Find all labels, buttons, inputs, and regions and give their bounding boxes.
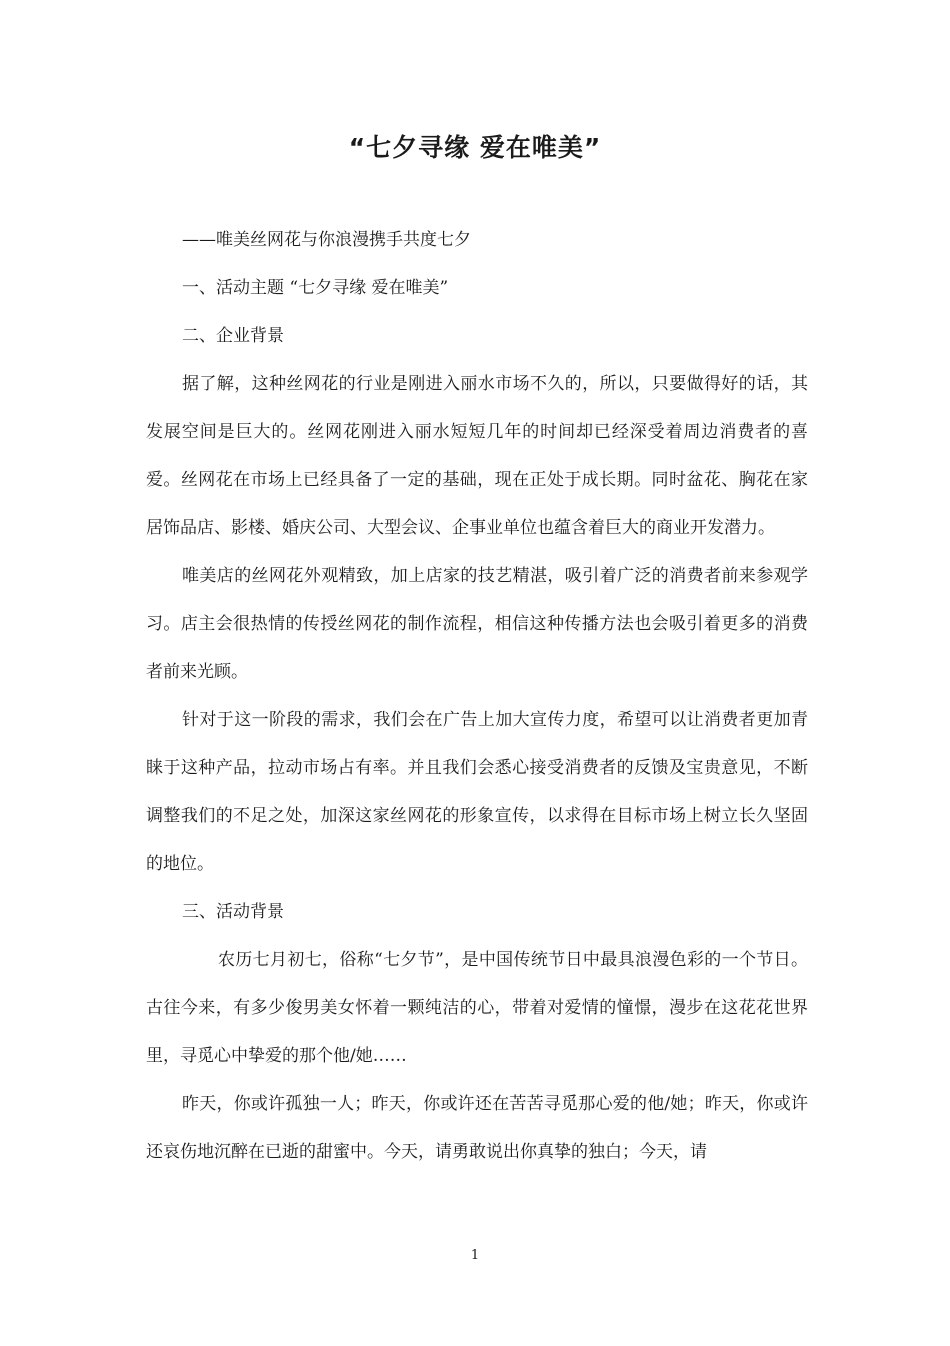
paragraph-company-background-2: 唯美店的丝网花外观精致，加上店家的技艺精湛，吸引着广泛的消费者前来参观学习。店主会很热情的传授丝网花的制作流程，相信这种传播方法也会吸引着更多的消费者前来光顾。 bbox=[146, 566, 808, 682]
section-heading-company-background: 二、企业背景 bbox=[182, 326, 284, 346]
paragraph-company-background-1: 据了解，这种丝网花的行业是刚进入丽水市场不久的，所以，只要做得好的话，其发展空间是巨大的。丝网花刚进入丽水短短几年的时间却已经深受着周边消费者的喜爱。丝网花在市场上已经具备了一定的基础，现在正处于成长期。同时盆花、胸花在家居饰品店、影楼、婚庆公司、大型会议、企事业单位也蕴含着巨大的商业开发潜力。 bbox=[146, 374, 808, 538]
subtitle-line: ——唯美丝网花与你浪漫携手共度七夕 bbox=[182, 230, 471, 250]
section-heading-activity-theme: 一、活动主题 “七夕寻缘 爱在唯美” bbox=[182, 278, 449, 298]
section-heading-activity-background: 三、活动背景 bbox=[182, 902, 284, 922]
page-number: 1 bbox=[470, 1248, 480, 1263]
paragraph-company-background-3: 针对于这一阶段的需求，我们会在广告上加大宣传力度，希望可以让消费者更加青睐于这种产品，拉动市场占有率。并且我们会悉心接受消费者的反馈及宝贵意见，不断调整我们的不足之处，加深这家丝网花的形象宣传，以求得在目标市场上树立长久坚固的地位。 bbox=[146, 710, 808, 874]
paragraph-activity-background-1: 农历七月初七，俗称“七夕节”，是中国传统节日中最具浪漫色彩的一个节日。古往今来，有多少俊男美女怀着一颗纯洁的心，带着对爱情的憧憬，漫步在这花花世界里，寻觅心中挚爱的那个他/她…… bbox=[146, 950, 808, 1066]
document-body bbox=[146, 216, 808, 1176]
paragraph-activity-background-2: 昨天，你或许孤独一人；昨天，你或许还在苦苦寻觅那心爱的他/她；昨天，你或许还哀伤地沉醉在已逝的甜蜜中。今天，请勇敢说出你真挚的独白；今天，请 bbox=[146, 1094, 808, 1162]
document-title: “七夕寻缘 爱在唯美” bbox=[348, 133, 602, 162]
